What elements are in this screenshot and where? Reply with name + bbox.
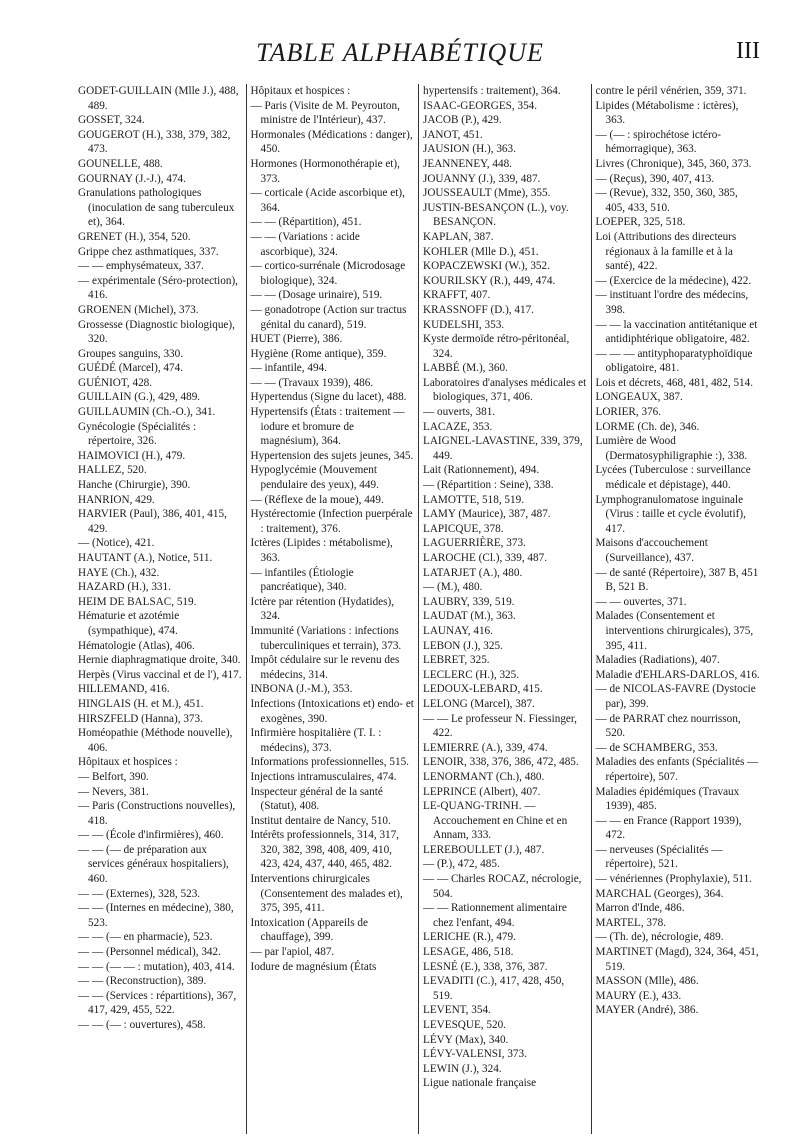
index-entry: Maladies (Radiations), 407. [595, 654, 720, 667]
index-entry: Lumière de Wood (Dermatosyphiligraphie :), 338. [595, 435, 748, 462]
index-entry: HILLEMAND, 416. [78, 683, 170, 696]
index-entry: Inspecteur général de la santé (Statut), 408. [250, 785, 383, 813]
index-entry: HALLEZ, 520. [78, 464, 147, 477]
index-entry: — (Th. de), nécrologie, 489. [595, 931, 724, 944]
index-entry: Hormones (Hormonothérapie et), 373. [250, 157, 400, 185]
index-entry: — (— : spirochétose ictéro-hémorragique), 363. [595, 128, 722, 156]
index-entry: LEBON (J.), 325. [423, 639, 503, 652]
index-entry: LELONG (Marcel), 387. [423, 697, 535, 710]
index-entry: Groupes sanguins, 330. [78, 347, 184, 360]
index-entry: GUILLAUMIN (Ch.-O.), 341. [78, 406, 216, 419]
index-entry: LEVESQUE, 520. [423, 1019, 506, 1031]
index-entry: LAMY (Maurice), 387, 487. [423, 508, 551, 521]
index-entry: — — (École d'infirmières), 460. [78, 829, 224, 842]
index-entry: Institut dentaire de Nancy, 510. [250, 814, 391, 827]
index-entry: — (Reçus), 390, 407, 413. [595, 172, 715, 185]
index-entry: — — (— de préparation aux services généraux hospitaliers), 460. [78, 843, 229, 886]
index-entry: Hystérectomie (Infection puerpérale : traitement), 376. [250, 508, 413, 535]
index-entry: LEWIN (J.), 324. [423, 1062, 502, 1075]
index-entry: LORME (Ch. de), 346. [595, 420, 700, 433]
index-entry: Grossesse (Diagnostic biologique), 320. [78, 318, 235, 346]
index-entry: GOURNAY (J.-J.), 474. [78, 172, 186, 185]
index-column-3 [419, 84, 592, 1134]
index-entry: LÉVY (Max), 340. [423, 1033, 509, 1046]
index-entry: — de PARRAT chez nourrisson, 520. [595, 712, 741, 740]
index-entry: — (M.), 480. [423, 581, 483, 594]
index-entry: Hypertendus (Signe du lacet), 488. [250, 391, 407, 404]
index-entry: — — ouvertes, 371. [595, 595, 687, 608]
index-entry: — (Réflexe de la moue), 449. [250, 493, 384, 506]
index-entry: Grippe chez asthmatiques, 337. [78, 245, 219, 258]
index-entry: MARTEL, 378. [595, 916, 666, 929]
index-entry: — — (Travaux 1939), 486. [250, 376, 374, 389]
index-entry: ISAAC-GEORGES, 354. [423, 99, 538, 112]
index-entry: Hématurie et azotémie (sympathique), 474. [78, 610, 180, 637]
index-entry: LEDOUX-LEBARD, 415. [423, 683, 543, 696]
index-entry: — — (— — : mutation), 403, 414. [78, 960, 235, 973]
index-entry: MASSON (Mlle), 486. [595, 975, 699, 988]
index-entry: MARCHAL (Georges), 364. [595, 887, 724, 900]
index-entry: HINGLAIS (H. et M.), 451. [78, 697, 204, 710]
index-entry: JOUSSEAULT (Mme), 355. [423, 187, 551, 200]
index-entry: — cortico-surrénale (Microdosage biologique), 324. [250, 260, 406, 287]
index-entry: LAUNAY, 416. [423, 624, 493, 637]
index-entry: Laboratoires d'analyses médicales et biologiques, 371, 406. [423, 376, 587, 404]
index-entry: JAUSION (H.), 363. [423, 143, 516, 156]
index-entry: GOUNELLE, 488. [78, 157, 163, 170]
index-entry: Lipides (Métabolisme : ictères), 363. [595, 99, 739, 127]
index-entry: Injections intramusculaires, 474. [250, 770, 397, 783]
index-entry: LAUBRY, 339, 519. [423, 595, 515, 608]
index-entry: — — (Dosage urinaire), 519. [250, 289, 383, 302]
index-entry: Intoxication (Appareils de chauffage), 399. [250, 916, 368, 944]
index-entry: Gynécologie (Spécialités : répertoire, 326. [78, 420, 197, 448]
index-entry: — — Le professeur N. Fiessinger, 422. [423, 712, 577, 740]
index-entry: Hypoglycémie (Mouvement pendulaire des yeux), 449. [250, 464, 379, 492]
index-entry: HUET (Pierre), 386. [250, 333, 343, 346]
page-number: III [736, 38, 760, 64]
index-entry: KAPLAN, 387. [423, 230, 494, 243]
index-entry: HIRSZFELD (Hanna), 373. [78, 712, 203, 725]
index-column-1 [74, 84, 247, 1134]
index-entry: HEIM DE BALSAC, 519. [78, 595, 197, 608]
index-entry: Infections (Intoxications et) endo- et exogènes, 390. [250, 697, 414, 725]
index-entry: — — Rationnement alimentaire chez l'enfant, 494. [423, 902, 567, 929]
index-entry: Homéopathie (Méthode nouvelle), 406. [78, 727, 233, 754]
index-entry: Hypertension des sujets jeunes, 345. [250, 449, 414, 462]
index-entry: LEMIERRE (A.), 339, 474. [423, 741, 548, 754]
index-entry: — instituant l'ordre des médecins, 398. [595, 289, 749, 316]
index-entry: JACOB (P.), 429. [423, 114, 502, 127]
index-entry: HANRION, 429. [78, 493, 155, 506]
running-title: TABLE ALPHABÉTIQUE [256, 38, 544, 67]
index-entry: — corticale (Acide ascorbique et), 364. [250, 187, 405, 214]
index-entry: GRENET (H.), 354, 520. [78, 230, 191, 243]
index-entry: LENORMANT (Ch.), 480. [423, 770, 545, 783]
index-entry: LONGEAUX, 387. [595, 391, 683, 404]
index-entry: Interventions chirurgicales (Consentement des malades et), 375, 395, 411. [250, 873, 403, 915]
index-columns [74, 84, 764, 1134]
index-entry: GODET-GUILLAIN (Mlle J.), 488, 489. [78, 85, 239, 112]
index-entry: — ouverts, 381. [423, 406, 496, 419]
index-entry: MAYER (André), 386. [595, 1004, 699, 1017]
index-entry: — — (Reconstruction), 389. [78, 975, 207, 988]
index-entry: Hôpitaux et hospices : [78, 756, 178, 769]
index-entry: GUILLAIN (G.), 429, 489. [78, 391, 201, 404]
index-entry: Informations professionnelles, 515. [250, 756, 409, 769]
index-entry: — — (— : ouvertures), 458. [78, 1019, 206, 1031]
index-entry: LAIGNEL-LAVASTINE, 339, 379, 449. [423, 435, 583, 462]
index-entry: LENOIR, 338, 376, 386, 472, 485. [423, 756, 579, 769]
index-entry: Granulations pathologiques (inoculation de sang tuberculeux et), 364. [78, 187, 235, 229]
index-entry: Intérêts professionnels, 314, 317, 320, 382, 398, 408, 409, 410, 423, 424, 437, 440, 465, 482. [250, 829, 400, 871]
index-entry: Ictères (Lipides : métabolisme), 363. [250, 537, 393, 564]
index-entry: Infirmière hospitalière (T. I. : médecins), 373. [250, 727, 382, 754]
index-entry: Hygiène (Rome antique), 359. [250, 347, 387, 360]
index-entry: Kyste dermoïde rétro-péritonéal, 324. [423, 333, 570, 360]
index-entry: — — la vaccination antitétanique et antidiphtérique obligatoire, 482. [595, 318, 758, 346]
index-entry: — — — antityphoparatyphoïdique obligatoire, 481. [595, 347, 753, 375]
index-entry: — de santé (Répertoire), 387 B, 451 B, 521 B. [595, 566, 759, 594]
index-entry: Maladies des enfants (Spécialités — répertoire), 507. [595, 756, 759, 783]
index-entry: Hypertensifs (États : traitement — iodure et bromure de magnésium), 364. [250, 406, 405, 448]
index-entry: Loi (Attributions des directeurs régionaux à la famille et à la santé), 422. [595, 230, 737, 273]
index-entry: Malades (Consentement et interventions chirurgicales), 375, 395, 411. [595, 610, 754, 652]
index-entry: Lycées (Tuberculose : surveillance médicale et dépistage), 440. [595, 464, 751, 492]
index-entry: — expérimentale (Séro-protection), 416. [78, 274, 238, 302]
index-entry: LABBÉ (M.), 360. [423, 362, 508, 375]
index-entry: MAURY (E.), 433. [595, 989, 682, 1002]
index-entry: LEVENT, 354. [423, 1004, 491, 1017]
index-entry: LACAZE, 353. [423, 420, 493, 433]
index-entry: hypertensifs : traitement), 364. [423, 85, 561, 97]
index-entry: JUSTIN-BESANÇON (L.), voy. BESANÇON. [423, 201, 569, 229]
index-entry: Ictère par rétention (Hydatides), 324. [250, 595, 395, 623]
index-entry: Lois et décrets, 468, 481, 482, 514. [595, 376, 754, 389]
index-entry: LAUDAT (M.), 363. [423, 610, 516, 623]
index-entry: — (Revue), 332, 350, 360, 385, 405, 433, 510. [595, 187, 738, 214]
index-entry: LERICHE (R.), 479. [423, 931, 516, 944]
index-entry: Marron d'Inde, 486. [595, 902, 685, 915]
index-entry: — — en France (Rapport 1939), 472. [595, 814, 742, 842]
index-entry: LESAGE, 486, 518. [423, 946, 514, 959]
index-entry: — — (Externes), 328, 523. [78, 887, 201, 900]
index-entry: — Belfort, 390. [78, 770, 149, 783]
index-entry: INBONA (J.-M.), 353. [250, 683, 353, 696]
index-entry: HAYE (Ch.), 432. [78, 566, 160, 579]
index-entry: Iodure de magnésium (États [250, 960, 377, 973]
index-entry: — de SCHAMBERG, 353. [595, 741, 718, 754]
page-header [0, 38, 800, 78]
index-entry: LESNÉ (E.), 338, 376, 387. [423, 960, 548, 973]
index-entry: Maladies épidémiques (Travaux 1939), 485. [595, 785, 740, 813]
index-entry: Lait (Rationnement), 494. [423, 464, 540, 477]
index-entry: — (Exercice de la médecine), 422. [595, 274, 752, 287]
index-entry: Hormonales (Médications : danger), 450. [250, 128, 413, 156]
index-entry: LÉVY-VALENSI, 373. [423, 1048, 527, 1061]
index-entry: LAPICQUE, 378. [423, 522, 504, 535]
index-entry: KRAFFT, 407. [423, 289, 491, 302]
index-entry: — — (Personnel médical), 342. [78, 946, 221, 959]
index-entry: Herpès (Virus vaccinal et de l'), 417. [78, 668, 242, 681]
index-entry: GOSSET, 324. [78, 114, 145, 127]
index-entry: LATARJET (A.), 480. [423, 566, 523, 579]
index-entry: LEREBOULLET (J.), 487. [423, 843, 545, 856]
index-entry: Hernie diaphragmatique droite, 340. [78, 654, 241, 667]
index-entry: LAGUERRIÈRE, 373. [423, 537, 526, 550]
index-entry: MARTINET (Magd), 324, 364, 451, 519. [595, 946, 759, 973]
index-entry: Livres (Chronique), 345, 360, 373. [595, 157, 752, 170]
index-entry: LE-QUANG-TRINH. — Accouchement en Chine et en Annam, 333. [423, 800, 568, 842]
index-entry: — infantile, 494. [250, 362, 327, 375]
index-entry: — Paris (Constructions nouvelles), 418. [78, 800, 236, 827]
index-column-4 [592, 84, 765, 1134]
index-entry: LECLERC (H.), 325. [423, 668, 520, 681]
index-entry: — vénériennes (Prophylaxie), 511. [595, 873, 752, 886]
index-entry: Hanche (Chirurgie), 390. [78, 479, 191, 492]
index-entry: JANOT, 451. [423, 128, 483, 141]
index-entry: JEANNENEY, 448. [423, 157, 512, 170]
index-entry: KOURILSKY (R.), 449, 474. [423, 274, 556, 287]
index-entry: GOUGEROT (H.), 338, 379, 382, 473. [78, 128, 231, 156]
index-entry: — Paris (Visite de M. Peyrouton, ministre de l'Intérieur), 437. [250, 99, 400, 127]
index-entry: GROENEN (Michel), 373. [78, 303, 199, 316]
index-entry: KRASSNOFF (D.), 417. [423, 303, 534, 316]
index-entry: HAIMOVICI (H.), 479. [78, 449, 186, 462]
index-entry: Lymphogranulomatose inguinale (Virus : taille et cycle évolutif), 417. [595, 493, 746, 535]
index-entry: GUÉDÉ (Marcel), 474. [78, 362, 184, 375]
index-entry: Ligue nationale française [423, 1077, 537, 1090]
index-entry: — — emphysémateux, 337. [78, 260, 204, 273]
index-entry: — — (— en pharmacie), 523. [78, 931, 213, 944]
index-entry: HAZARD (H.), 331. [78, 581, 171, 594]
index-entry: — de NICOLAS-FAVRE (Dystocie par), 399. [595, 683, 756, 710]
index-entry: Maladie d'EHLARS-DARLOS, 416. [595, 668, 760, 681]
index-entry: — (Notice), 421. [78, 537, 155, 550]
index-entry: LEPRINCE (Albert), 407. [423, 785, 541, 798]
index-entry: — (P.), 472, 485. [423, 858, 500, 871]
index-entry: contre le péril vénérien, 359, 371. [595, 85, 747, 97]
index-entry: — Nevers, 381. [78, 785, 149, 798]
index-entry: — gonadotrope (Action sur tractus génital du canard), 519. [250, 303, 407, 331]
index-entry: — — Charles ROCAZ, nécrologie, 504. [423, 873, 582, 900]
index-entry: Impôt cédulaire sur le revenu des médecins, 314. [250, 654, 400, 681]
index-entry: KUDELSHI, 353. [423, 318, 505, 331]
index-entry: — (Répartition : Seine), 338. [423, 479, 554, 492]
index-entry: LEBRET, 325. [423, 654, 490, 667]
index-entry: Immunité (Variations : infections tuberculiniques et terrain), 373. [250, 624, 402, 652]
index-entry: LAROCHE (Cl.), 339, 487. [423, 552, 547, 564]
index-entry: LEVADITI (C.), 417, 428, 450, 519. [423, 975, 565, 1002]
index-entry: JOUANNY (J.), 339, 487. [423, 172, 541, 185]
index-entry: — — (Répartition), 451. [250, 216, 362, 229]
index-entry: — nerveuses (Spécialités — répertoire), 521. [595, 843, 723, 871]
index-entry: — — (Services : répartitions), 367, 417, 429, 455, 522. [78, 989, 237, 1017]
index-entry: Hôpitaux et hospices : [250, 85, 351, 97]
index-entry: LOEPER, 325, 518. [595, 216, 686, 229]
index-entry: Maisons d'accouchement (Surveillance), 437. [595, 537, 708, 564]
index-entry: Hématologie (Atlas), 406. [78, 639, 195, 652]
index-column-2 [247, 84, 420, 1134]
index-entry: — par l'apiol, 487. [250, 946, 335, 959]
index-entry: HAUTANT (A.), Notice, 511. [78, 552, 213, 564]
index-entry: — — (Internes en médecine), 380, 523. [78, 902, 234, 929]
index-entry: HARVIER (Paul), 386, 401, 415, 429. [78, 508, 227, 535]
index-entry: KOPACZEWSKI (W.), 352. [423, 260, 550, 273]
index-entry: LORIER, 376. [595, 406, 662, 419]
index-entry: — — (Variations : acide ascorbique), 324. [250, 230, 360, 258]
index-entry: LAMOTTE, 518, 519. [423, 493, 524, 506]
index-entry: KOHLER (Mlle D.), 451. [423, 245, 539, 258]
index-entry: — infantiles (Étiologie pancréatique), 340. [250, 566, 354, 594]
index-entry: GUÉNIOT, 428. [78, 376, 153, 389]
